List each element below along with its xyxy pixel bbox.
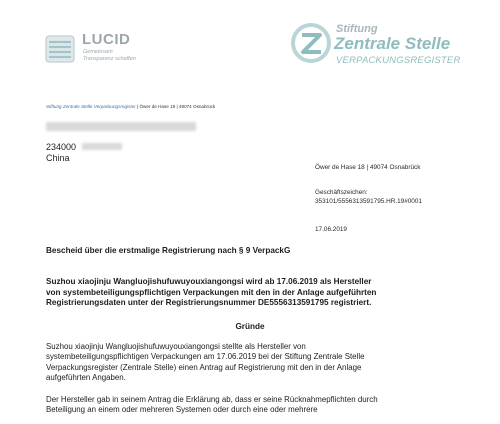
sender-return-line [46,104,215,109]
recipient-postcode: 234000 [46,142,77,152]
paragraph-1-line-2: systembeteiligungspflichtigen Verpackungen am 17.06.2019 bei der Stiftung Zentrale Stelle [46,352,365,362]
zsvr-logo-line-3: VERPACKUNGSREGISTER [336,55,461,66]
lucid-logo [44,30,144,70]
zsvr-logo [290,20,490,70]
recipient-country: China [46,153,70,163]
lucid-logo-name: LUCID [82,31,131,48]
decision-line-3: Registrierungsdaten unter der Registrierungsnummer DE5556313591795 registriert. [46,298,372,308]
paragraph-1-line-1: Suzhou xiaojinju Wangluojishufuwuyouxiangongsi stellte als Hersteller von [46,342,306,351]
lucid-logo-icon [44,32,78,66]
decision-paragraph [46,277,466,309]
office-address: Öwer de Hase 18 | 49074 Osnabrück [315,164,421,171]
paragraph-2-line-2: Beteiligung an einem oder mehreren Systemen oder durch eine oder mehrere [46,405,318,415]
letter-subject: Bescheid über die erstmalige Registrierung nach § 9 VerpackG [46,246,291,255]
redacted-recipient-name [46,122,196,131]
reasons-paragraph-1 [46,342,476,383]
redacted-recipient-city [82,143,122,150]
paragraph-2-line-1: Der Hersteller gab in seinem Antrag die Erklärung ab, dass er seine Rücknahmepflichten durch [46,395,378,404]
lucid-logo-tagline [83,49,136,63]
paragraph-1-line-3: Verpackungsregister (Zentrale Stelle) einen Antrag auf Registrierung mit den in der Anlage [46,362,362,372]
zsvr-logo-line-1: Stiftung [336,23,378,35]
sender-address: | Öwer de Hase 18 | 49074 Osnabrück [135,104,216,109]
reference-number: 353101/5556313591795.HR.19#0001 [315,198,422,205]
zsvr-logo-icon [290,22,332,64]
section-heading: Gründe [235,322,265,331]
decision-line-1: Suzhou xiaojinju Wangluojishufuwuyouxiangongsi wird ab 17.06.2019 als Hersteller [46,277,372,286]
decision-line-2: von systembeteiligungspflichtigen Verpackungen mit den in der Anlage aufgeführten [46,287,377,297]
paragraph-1-line-4: aufgeführten Angaben. [46,372,126,382]
sender-brand: Stiftung Zentrale Stelle Verpackungsregister [46,104,136,109]
reasons-paragraph-2 [46,395,476,416]
lucid-tagline-line-1: Gemeinsam [83,49,113,55]
reference-label: Geschäftszeichen: [315,189,368,196]
zsvr-logo-line-2: Zentrale Stelle [334,34,451,53]
letter-date: 17.06.2019 [315,226,347,233]
lucid-tagline-line-2: Transparenz schaffen [83,56,136,62]
